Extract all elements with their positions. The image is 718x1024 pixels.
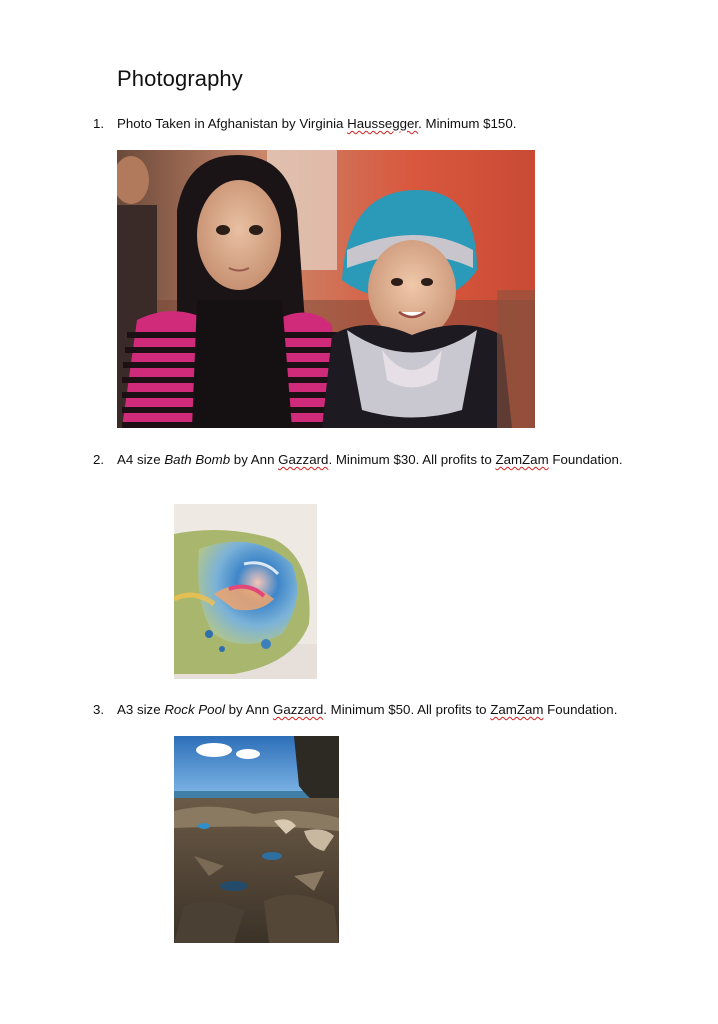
artwork-title: Rock Pool (164, 702, 225, 717)
item-caption: A4 size Bath Bomb by Ann Gazzard. Minimum $30. All profits to ZamZam Foundation. (117, 452, 623, 467)
spellcheck-word: ZamZam (490, 702, 544, 717)
list-item-1 (93, 115, 653, 133)
spellcheck-word: Gazzard (272, 702, 324, 717)
photo-rock-pool (174, 736, 339, 943)
list-number: 2. (93, 452, 105, 467)
page-title: Photography (117, 66, 243, 91)
list-item-2 (93, 451, 653, 469)
artwork-title: Bath Bomb (164, 452, 231, 467)
item-caption: Photo Taken in Afghanistan by Virginia Haussegger. Minimum $150. (117, 116, 517, 131)
spellcheck-word: Haussegger (347, 116, 419, 131)
photo-bath-bomb (174, 504, 317, 679)
list-number: 3. (93, 702, 105, 717)
spellcheck-word: Gazzard (278, 452, 329, 467)
spellcheck-word: ZamZam (495, 452, 549, 467)
photo-afghanistan-girls (117, 150, 535, 428)
list-item-3 (93, 701, 653, 719)
item-caption: A3 size Rock Pool by Ann Gazzard. Minimum $50. All profits to ZamZam Foundation. (117, 702, 618, 717)
list-number: 1. (93, 116, 105, 131)
